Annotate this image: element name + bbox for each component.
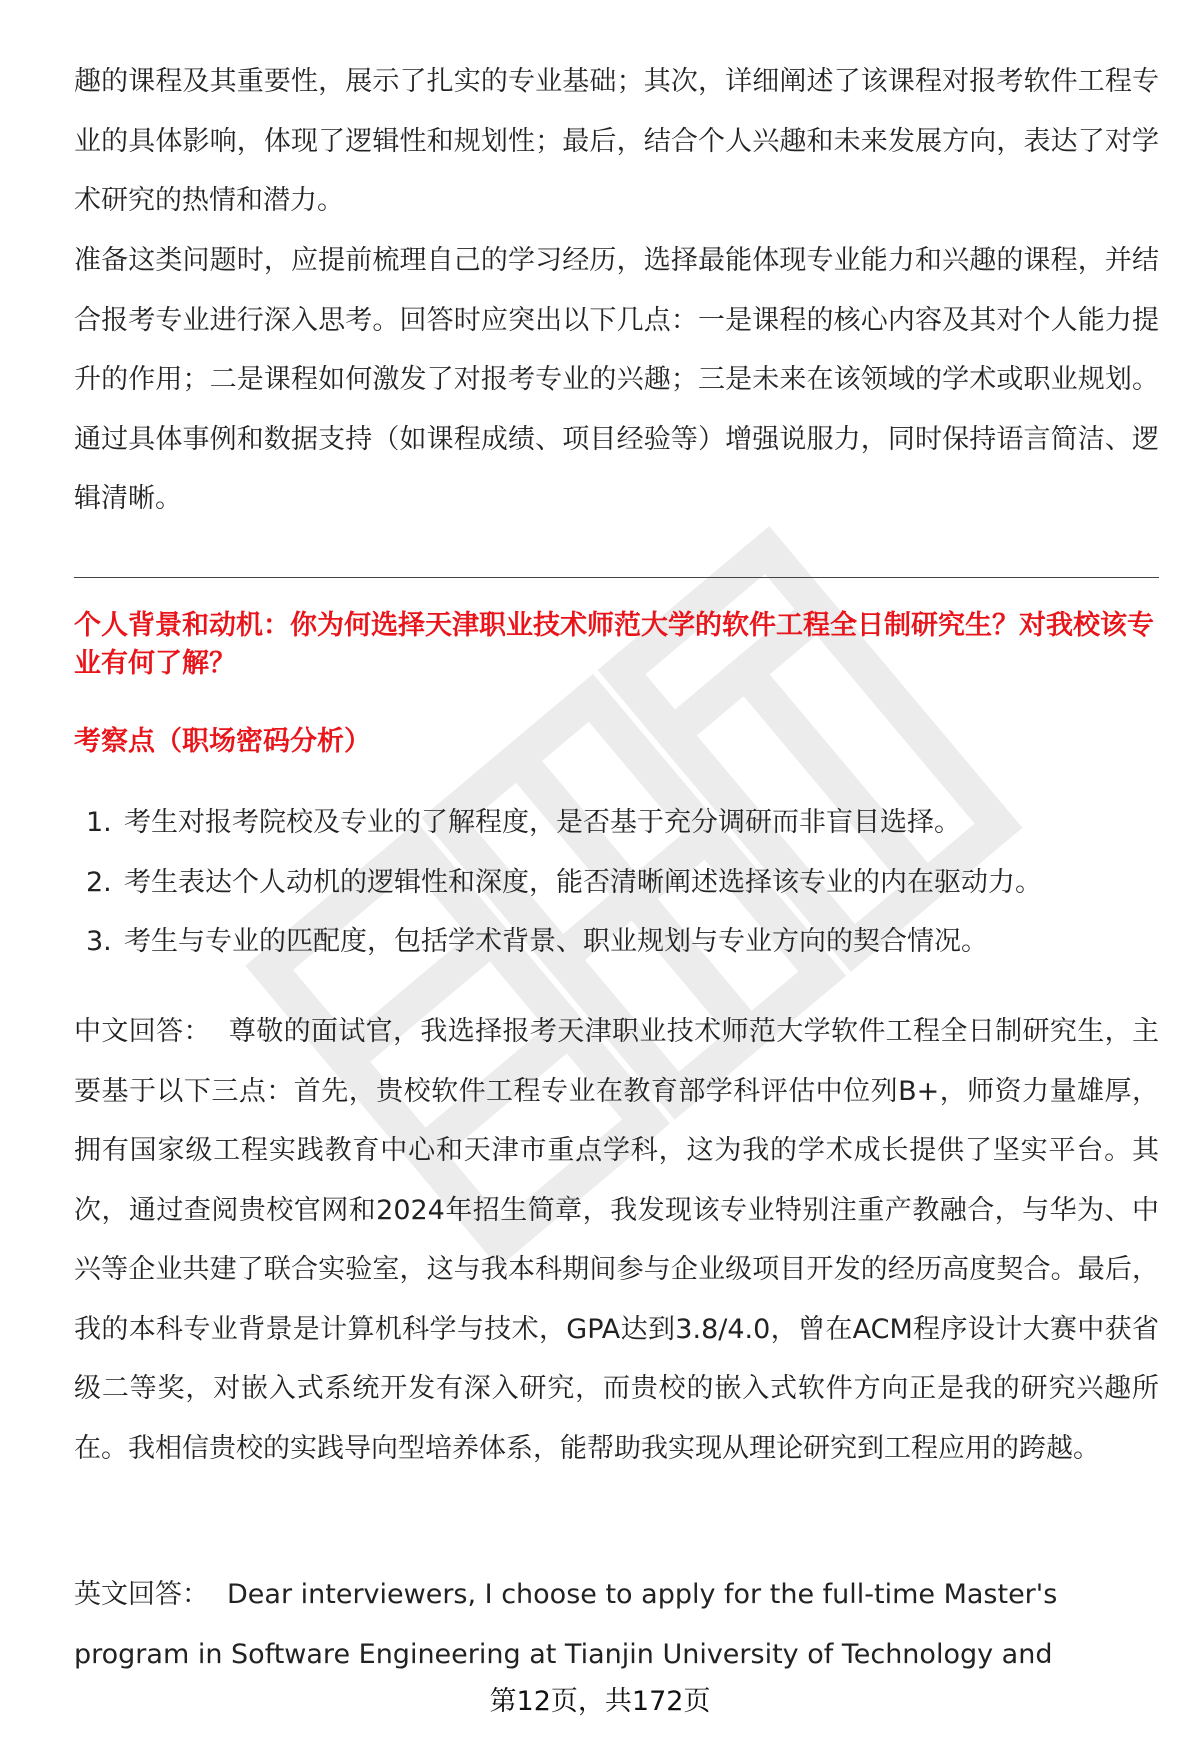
section-divider [74, 577, 1159, 578]
assessment-points-list [74, 793, 1159, 972]
list-item [74, 912, 1159, 972]
list-item-text: 考生对报考院校及专业的了解程度，是否基于充分调研而非盲目选择。 [124, 807, 961, 838]
list-item-text: 考生表达个人动机的逻辑性和深度，能否清晰阐述选择该专业的内在驱动力。 [124, 866, 1042, 898]
list-item-number: 1. [86, 807, 112, 838]
chinese-answer-label: 中文回答： [74, 1016, 211, 1047]
chinese-answer-text: 尊敬的面试官，我选择报考天津职业技术师范大学软件工程全日制研究生，主要基于以下三点：首先，贵校软件工程专业在教育部学科评估中位列B+，师资力量雄厚，拥有国家级工程实践教育中心和天津市重点学科，这为我的学术成长提供了坚实平台。其次，通过查阅贵校官网和2024年招生简章，我发现该专业特别注重产教融合，与华为、中兴等企业共建了联合实验室，这与我本科期间参与企业级项目开发的经历高度契合。最后，我的本科专业背景是计算机科学与技术，GPA达到3.8/4.0，曾在ACM程序设计大赛中获省级二等奖，对嵌入式系统开发有深入研究，而贵校的嵌入式软件方向正是我的研究兴趣所在。我相信贵校的实践导向型培养体系，能帮助我实现从理论研究到工程应用的跨越。 [74, 1016, 1160, 1464]
list-item-number: 3. [86, 926, 112, 957]
list-item-text: 考生与专业的匹配度，包括学术背景、职业规划与专业方向的契合情况。 [124, 926, 988, 957]
chinese-answer-paragraph [74, 1002, 1159, 1478]
assessment-subheading: 考察点（职场密码分析） [74, 726, 371, 757]
list-item [74, 793, 1159, 853]
list-item [74, 853, 1159, 913]
question-heading: 个人背景和动机：你为何选择天津职业技术师范大学的软件工程全日制研究生？对我校该专业有何了解？ [74, 610, 1154, 679]
english-answer-label: 英文回答： [74, 1579, 209, 1610]
intro-paragraph-2: 准备这类问题时，应提前梳理自己的学习经历，选择最能体现专业能力和兴趣的课程，并结合报考专业进行深入思考。回答时应突出以下几点：一是课程的核心内容及其对个人能力提升的作用；二是课程如何激发了对报考专业的兴趣；三是未来在该领域的学术或职业规划。通过具体事例和数据支持（如课程成绩、项目经验等）增强说服力，同时保持语言简洁、逻辑清晰。 [74, 245, 1159, 514]
page-number-footer: 第12页，共172页 [489, 1686, 711, 1717]
intro-paragraph-1: 趣的课程及其重要性，展示了扎实的专业基础；其次，详细阐述了该课程对报考软件工程专业的具体影响，体现了逻辑性和规划性；最后，结合个人兴趣和未来发展方向，表达了对学术研究的热情和潜力。 [74, 66, 1159, 216]
english-answer-text: Dear interviewers, I choose to apply for the full-time Master's program in Software Engineering at Tianjin University of Technology and [74, 1579, 1058, 1670]
list-item-number: 2. [86, 866, 112, 898]
english-answer-paragraph [74, 1565, 1159, 1684]
